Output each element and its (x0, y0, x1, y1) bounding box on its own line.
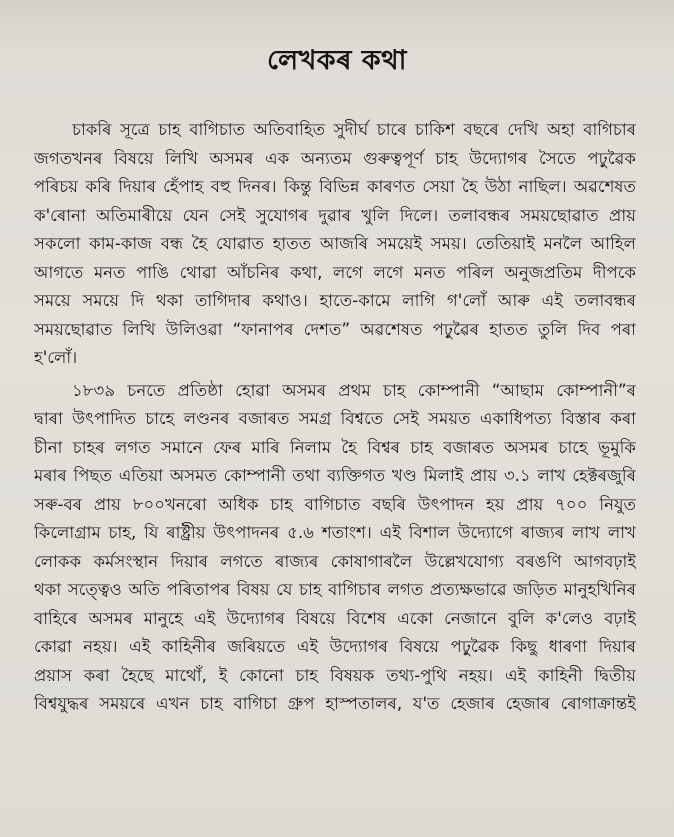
text-line: পৰিচয় কৰি দিয়াৰ হেঁপাহ বহু দিনৰ। কিন্তু বিভিন্ন কাৰণত সেয়া হৈ উঠা নাছিল। অৱশেষত (34, 177, 636, 196)
text-line: সৰু-বৰ প্ৰায় ৮০০খনৰো অধিক চাহ বাগিচাত বছৰি উৎপাদন হয় প্ৰায় ৭০০ নিযুত (34, 494, 636, 514)
body-text (34, 116, 636, 723)
text-line: লোকক কৰ্মসংস্থান দিয়াৰ লগতে ৰাজ্যৰ কোষাগাৰলৈ উল্লেখযোগ্য বৰঙণি আগবঢ়াই (34, 551, 636, 571)
paragraph-2 (34, 377, 636, 719)
text-line: কিলোগ্ৰাম চাহ, যি ৰাষ্ট্ৰীয় উৎপাদনৰ ৫.৬ শতাংশ। এই বিশাল উদ্যোগে ৰাজ্যৰ লাখ লাখ (34, 523, 636, 542)
text-line: সময়ে সময়ে দি থকা তাগিদাৰ কথাও। হাতে-কামে লাগি গ'লোঁ আৰু এই তলাবন্ধৰ (34, 291, 636, 310)
text-line: জগতখনৰ বিষয়ে লিখি অসমৰ এক অন্যতম গুৰুত্বপূৰ্ণ চাহ উদ্যোগৰ সৈতে পঢ়ুৱৈক (34, 148, 636, 168)
text-line: চীনা চাহৰ লগত সমানে ফেৰ মাৰি নিলাম হৈ বিশ্বৰ চাহ বজাৰত অসমৰ চাহে ভূমুকি (34, 437, 636, 457)
text-line: সময়ছোৱাত লিখি উলিওৱা “ফানাপৰ দেশত” অৱশেষত পঢ়ুৱৈৰ হাতত তুলি দিব পৰা (34, 319, 636, 339)
paragraph-1 (34, 116, 636, 373)
text-line: হ'লোঁ। (34, 348, 78, 367)
text-line: বিশ্বযুদ্ধৰ সময়ৰে এখন চাহ বাগিচা গ্ৰুপ হাস্পতালৰ, য'ত হেজাৰ হেজাৰ ৰোগাক্ৰান্তই (34, 694, 636, 713)
text-line: কোৱা নহয়। এই কাহিনীৰ জৰিয়তে এই উদ্যোগৰ বিষয়ে পঢ়ুৱৈক কিছু ধাৰণা দিয়াৰ (34, 637, 636, 656)
page-title: লেখকৰ কথা (267, 45, 407, 76)
text-line: দ্বাৰা উৎপাদিত চাহে লণ্ডনৰ বজাৰত সমগ্ৰ বিশ্বতে সেই সময়ত একাধিপত্য বিস্তাৰ কৰা (34, 409, 636, 428)
text-line: ক'ৰোনা অতিমাৰীয়ে যেন সেই সুযোগৰ দুৱাৰ খুলি দিলে। তলাবন্ধৰ সময়ছোৱাত প্ৰায় (34, 205, 636, 225)
text-line: বাহিৰে অসমৰ মানুহে এই উদ্যোগৰ বিষয়ে বিশেষ একো নেজানে বুলি ক'লেও বঢ়াই (34, 608, 636, 628)
text-line: সকলো কাম-কাজ বন্ধ হৈ যোৱাত হাতত আজৰি সময়েই সময়। তেতিয়াই মনলৈ আহিল (34, 234, 636, 253)
text-line: প্ৰয়াস কৰা হৈছে মাথোঁ, ই কোনো চাহ বিষয়ক তথ্য-পুথি নহয়। এই কাহিনী দ্বিতীয় (34, 665, 636, 685)
text-line: চাকৰি সূত্ৰে চাহ বাগিচাত অতিবাহিত সুদীৰ্ঘ চাৰে চাকিশ বছৰে দেখি অহা বাগিচাৰ (72, 120, 636, 139)
text-line: আগতে মনত পাঙি থোৱা আঁচনিৰ কথা, লগে লগে মনত পৰিল অনুজপ্ৰতিম দীপকে (34, 262, 636, 282)
text-line: মৰাৰ পিছত এতিয়া অসমত কোম্পানী তথা ব্যক্তিগত খণ্ড মিলাই প্ৰায় ৩.১ লাখ হেক্টৰজুৰি (34, 466, 636, 485)
text-line: থকা সত্ত্বেও অতি পৰিতাপৰ বিষয় যে চাহ বাগিচাৰ লগত প্ৰত্যক্ষভাৱে জড়িত মানুহখিনিৰ (34, 580, 636, 599)
text-line: ১৮৩৯ চনতে প্ৰতিষ্ঠা হোৱা অসমৰ প্ৰথম চাহ কোম্পানী “আছাম কোম্পানী”ৰ (72, 380, 636, 400)
